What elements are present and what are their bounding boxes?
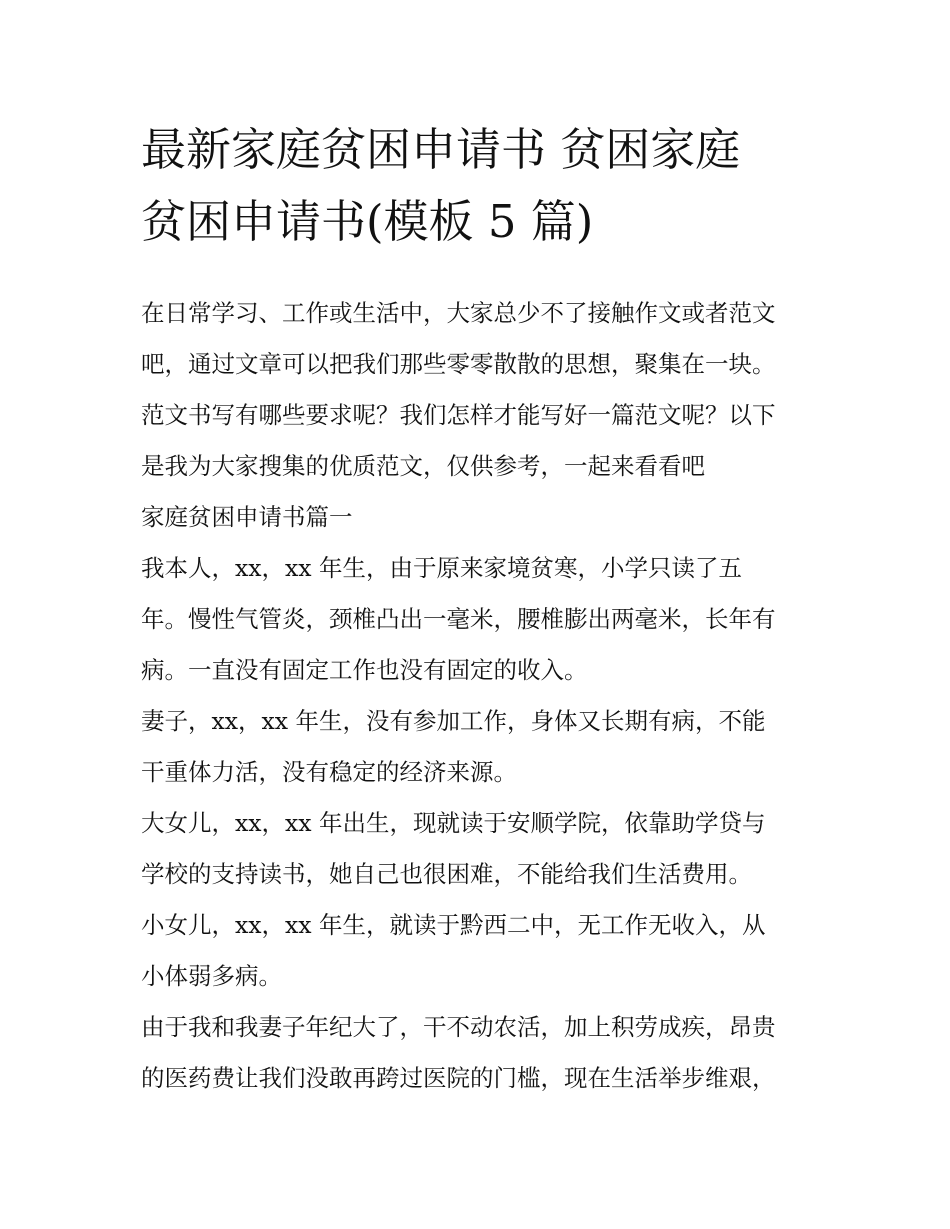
body-paragraph-line: 学校的支持读书，她自己也很困难，不能给我们生活费用。 bbox=[141, 860, 752, 888]
body-paragraph-line: 的医药费让我们没敢再跨过医院的门槛，现在生活举步维艰， bbox=[141, 1064, 776, 1092]
section-heading: 家庭贫困申请书篇一 bbox=[141, 503, 353, 531]
body-paragraph-line: 年。慢性气管炎，颈椎凸出一毫米，腰椎膨出两毫米，长年有 bbox=[141, 605, 776, 633]
intro-paragraph-line: 吧，通过文章可以把我们那些零零散散的思想，聚集在一块。 bbox=[141, 350, 776, 378]
body-paragraph-line: 小体弱多病。 bbox=[141, 962, 282, 990]
document-content bbox=[141, 114, 813, 1104]
body-paragraph-line: 小女儿，xx，xx 年生，就读于黔西二中，无工作无收入，从 bbox=[141, 911, 766, 939]
body-paragraph-line: 病。一直没有固定工作也没有固定的收入。 bbox=[141, 656, 588, 684]
intro-paragraph-line: 在日常学习、工作或生活中，大家总少不了接触作文或者范文 bbox=[141, 299, 776, 327]
title-spacing bbox=[141, 258, 813, 288]
body-paragraph-line: 我本人，xx，xx 年生，由于原来家境贫寒，小学只读了五 bbox=[141, 554, 742, 582]
body-paragraph-line: 大女儿，xx，xx 年出生，现就读于安顺学院，依靠助学贷与 bbox=[141, 809, 766, 837]
body-paragraph-line: 干重体力活，没有稳定的经济来源。 bbox=[141, 758, 517, 786]
document-title-line-2: 贫困申请书(模板 5 篇) bbox=[141, 195, 594, 248]
intro-paragraph-line: 范文书写有哪些要求呢？我们怎样才能写好一篇范文呢？以下 bbox=[141, 401, 776, 429]
body-paragraph-line: 由于我和我妻子年纪大了，干不动农活，加上积劳成疾，昂贵 bbox=[141, 1013, 776, 1041]
document-title-line-1: 最新家庭贫困申请书 贫困家庭 bbox=[141, 123, 741, 176]
body-paragraph-line: 妻子，xx，xx 年生，没有参加工作，身体又长期有病，不能 bbox=[141, 707, 766, 735]
intro-paragraph-line: 是我为大家搜集的优质范文，仅供参考，一起来看看吧 bbox=[141, 452, 705, 480]
